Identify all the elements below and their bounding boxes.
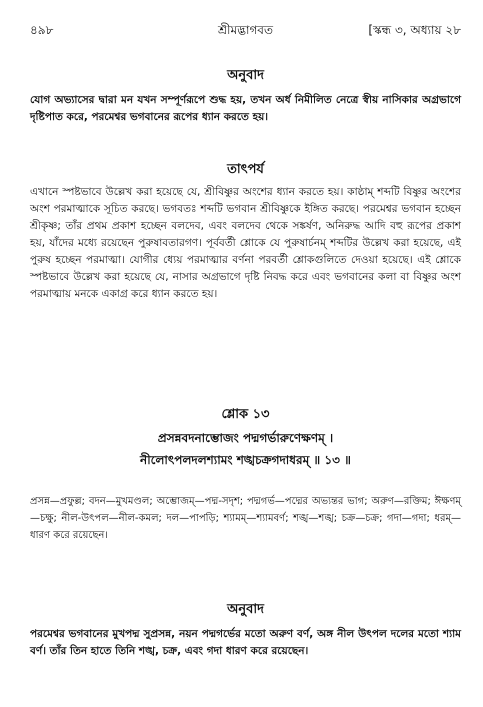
purport-text: এখানে স্পষ্টভাবে উল্লেখ করা হয়েছে যে, শ্রীবিষ্ণুর অংশের ধ্যান করতে হয়। কাষ্ঠাম্ শব্দটি বিষ্ণুর অংশের অংশ পরমাত্মাকে সূচিত করছে। ভগবতঃ শব্দটি ভগবান শ্রীবিষ্ণুকে ইঙ্গিত করছে। পরমেশ্বর ভগবান হচ্ছেন শ্রীকৃষ্ণ; তাঁর প্রথম প্রকাশ হচ্ছেন বলদেব, এবং বলদেব থেকে সঙ্কর্ষণ, অনিরুদ্ধ আদি বহু রূপের প্রকাশ হয়, যাঁদের মধ্যে রয়েছেন পুরুষাবতারগণ। পূর্ববর্তী শ্লোকে যে পুরুষার্চনম্ শব্দটির উল্লেখ করা হয়েছে, এই পুরুষ হচ্ছেন পরমাত্মা। যোগীর ধ্যেয় পরমাত্মার বর্ণনা পরবর্তী শ্লোকগুলিতে দেওয়া হয়েছে। এই শ্লোকে স্পষ্টভাবে উল্লেখ করা হয়েছে যে, নাসার অগ্রভাগে দৃষ্টি নিবদ্ধ করে এবং ভগবানের কলা বা বিষ্ণুর অংশ পরমাত্মায় মনকে একাগ্র করে ধ্যান করতে হয়। — [30, 186, 461, 300]
running-title: শ্রীমদ্ভাগবত — [217, 23, 273, 37]
translation-heading-2: অনুবাদ — [227, 602, 264, 617]
page-header — [30, 18, 461, 42]
purport-heading: তাৎপর্য — [227, 162, 264, 177]
translation-text: যোগ অভ্যাসের দ্বারা মন যখন সম্পূর্ণরূপে শুদ্ধ হয়, তখন অর্ধ নিমীলিত নেত্রে স্বীয় নাসিকার অগ্রভাগে দৃষ্টিপাত করে, পরমেশ্বর ভগবানের রূপের ধ্যান করতে হয়। — [30, 94, 461, 123]
section-reference: [স্কন্ধ ৩, অধ্যায় ২৮ — [368, 23, 461, 37]
verse-line-1: প্রসন্নবদনাম্ভোজং পদ্মগর্ভারুণেক্ষণম্ । — [157, 431, 334, 445]
translation-text-2: পরমেশ্বর ভগবানের মুখপদ্ম সুপ্রসন্ন, নয়ন পদ্মগর্ভের মতো অরুণ বর্ণ, অঙ্গ নীল উৎপল দলের মতো শ্যাম বর্ণ। তাঁর তিন হাতে তিনি শঙ্খ, চক্র, এবং গদা ধারণ করে রয়েছেন। — [30, 628, 461, 657]
translation-heading: অনুবাদ — [227, 68, 264, 83]
page-number: ৪৯৮ — [30, 23, 54, 37]
verse-number: শ্লোক ১৩ — [221, 407, 270, 422]
verse-line-2: নীলোৎপলদলশ্যামং শঙ্খচক্রগদাধরম্ ॥ ১৩ ॥ — [140, 453, 351, 467]
synonyms-text: প্রসন্ন—প্রফুল্ল; বদন—মুখমণ্ডল; অম্ভোজম্—পদ্ম-সদৃশ; পদ্মগর্ভ—পদ্মের অভ্যন্তর ভাগ; অরুণ—রক্তিম; ঈক্ষণম্—চক্ষু; নীল-উৎপল—নীল-কমল; দল—পাপড়ি; শ্যামম্—শ্যামবর্ণ; শঙ্খ—শঙ্খ; চক্র—চক্র; গদা—গদা; ধরম্—ধারণ করে রয়েছেন। — [30, 496, 461, 541]
